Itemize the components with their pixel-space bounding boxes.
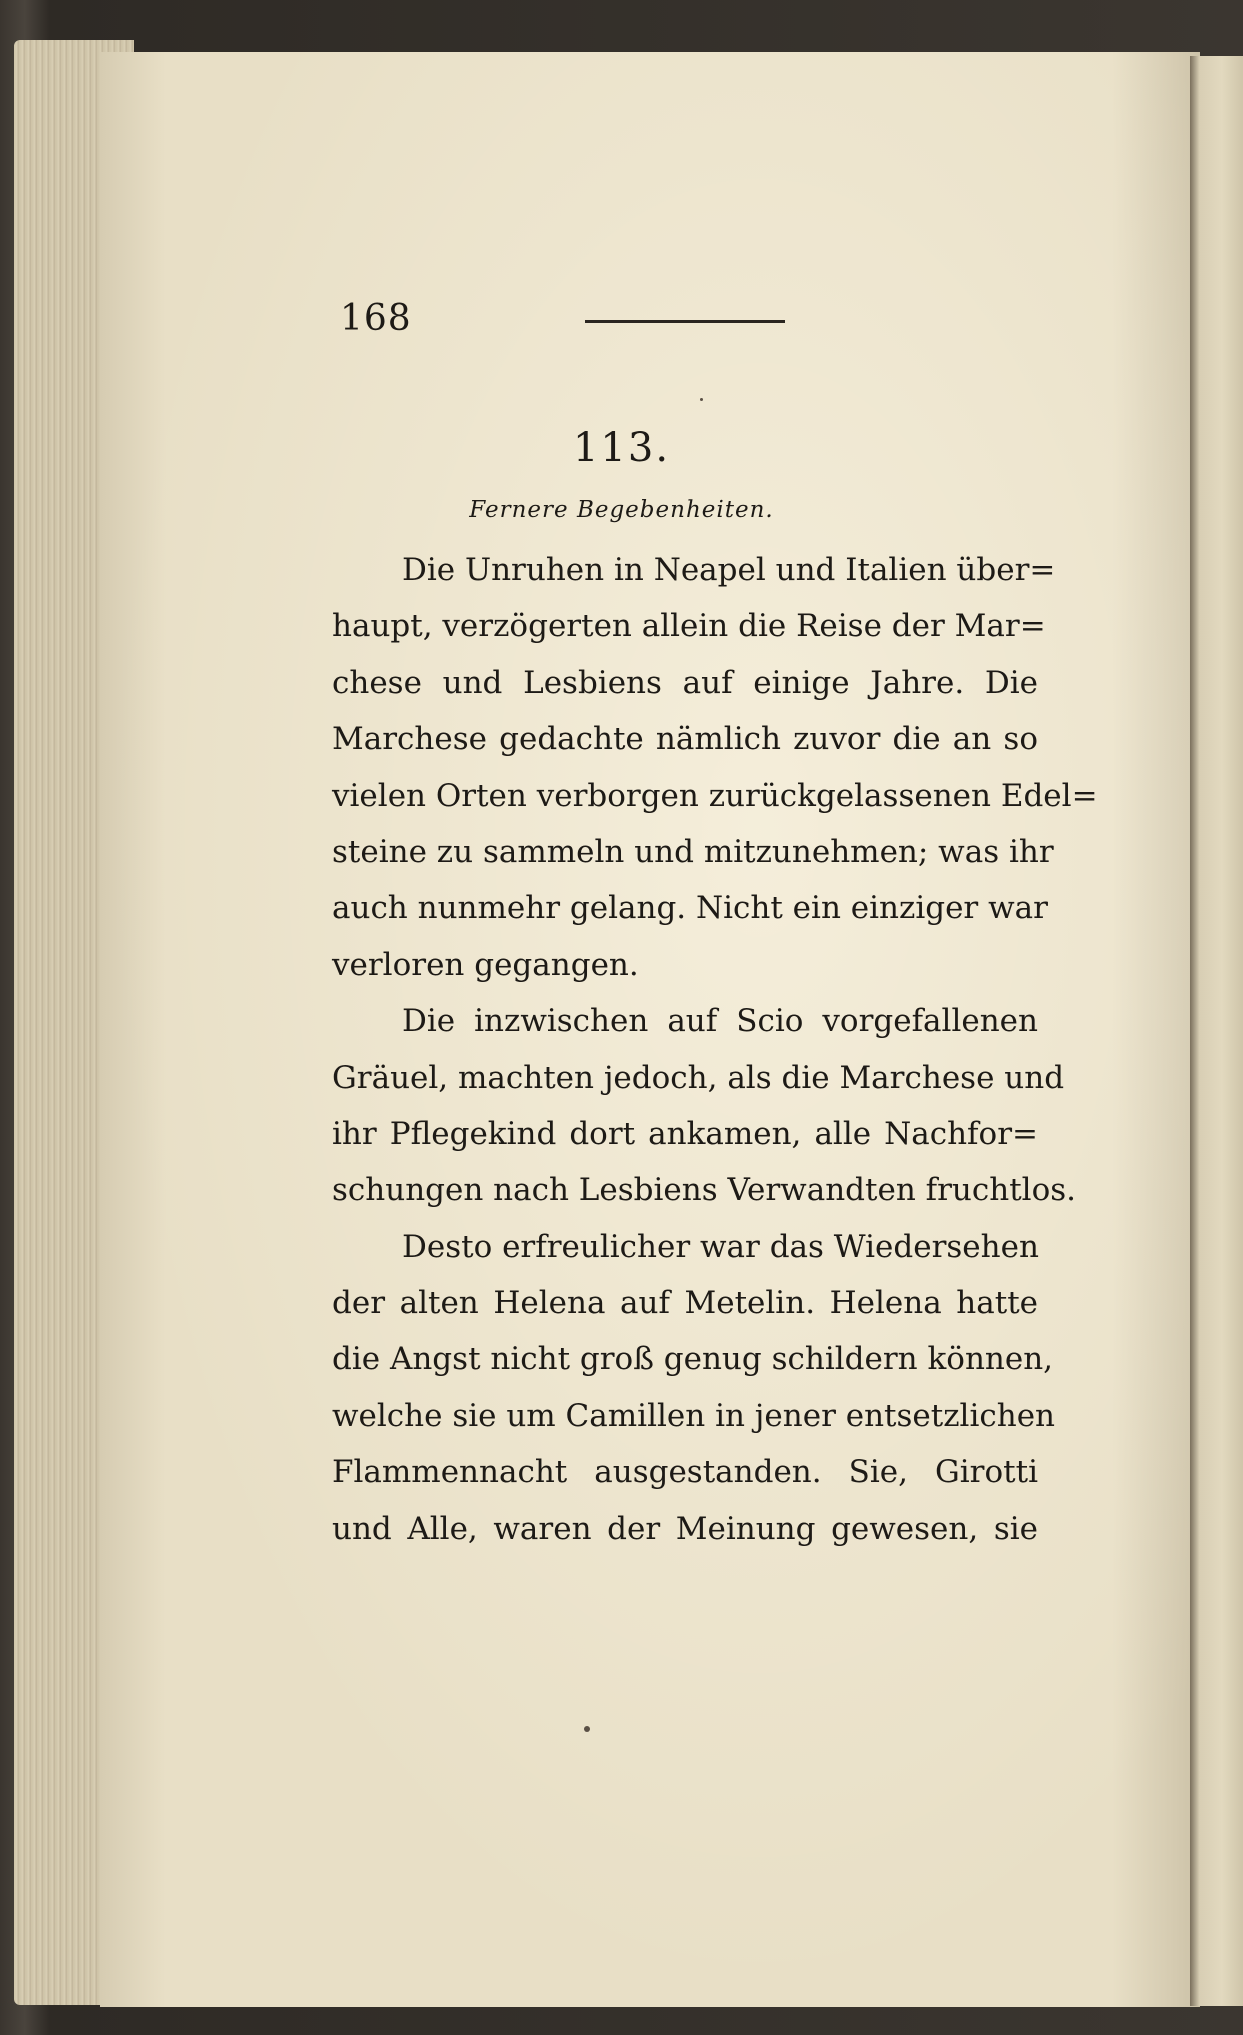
text-line: steine zu sammeln und mitzunehmen; was ihr xyxy=(332,833,1054,870)
page-number: 168 xyxy=(340,298,412,339)
text-line: schungen nach Lesbiens Verwandten fruchtlos. xyxy=(332,1172,1077,1209)
text-line: verloren gegangen. xyxy=(332,946,639,983)
paper-speck xyxy=(700,398,703,401)
text-line: auch nunmehr gelang. Nicht ein einziger war xyxy=(332,890,1048,927)
chapter-title: Fernere Begebenheiten. xyxy=(469,497,774,523)
text-line: ihr Pflegekind dort ankamen, alle Nachfor= xyxy=(332,1115,1038,1152)
header-rule xyxy=(585,320,785,323)
text-line: welche sie um Camillen in jener entsetzlichen xyxy=(332,1397,1056,1434)
text-line: haupt, verzögerten allein die Reise der Mar= xyxy=(332,608,1046,645)
page-header xyxy=(340,298,820,348)
text-line: chese und Lesbiens auf einige Jahre. Die xyxy=(332,664,1038,701)
chapter-number: 113. xyxy=(572,425,671,471)
text-line: Die inzwischen auf Scio vorgefallenen xyxy=(402,1003,1038,1040)
right-page-edge xyxy=(1190,56,1243,2006)
text-line: Die Unruhen in Neapel und Italien über= xyxy=(402,552,1056,588)
text-line: Flammennacht ausgestanden. Sie, Girotti xyxy=(332,1454,1038,1491)
text-line: und Alle, waren der Meinung gewesen, sie xyxy=(332,1510,1038,1547)
paper-speck xyxy=(584,1726,590,1732)
text-line: die Angst nicht groß genug schildern können, xyxy=(332,1341,1054,1378)
text-line: der alten Helena auf Metelin. Helena hatte xyxy=(332,1285,1038,1322)
text-line: Desto erfreulicher war das Wiedersehen xyxy=(402,1228,1039,1265)
text-line: Marchese gedachte nämlich zuvor die an so xyxy=(332,721,1038,758)
body-text xyxy=(332,542,1098,1557)
text-line: Gräuel, machten jedoch, als die Marchese und xyxy=(332,1059,1065,1096)
text-line: vielen Orten verborgen zurückgelassenen Edel= xyxy=(332,777,1098,814)
